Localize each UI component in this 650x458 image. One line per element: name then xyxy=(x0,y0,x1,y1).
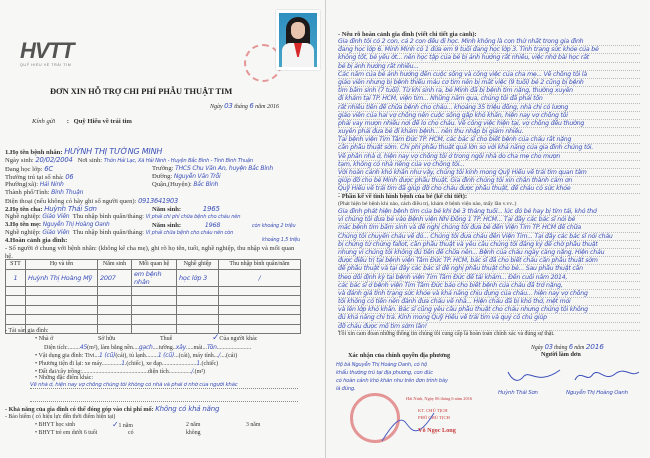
patient-school-row: Trường: THCS Chu Văn An, huyện Bắc Bình xyxy=(152,165,273,172)
checkmark-icon: ✓ xyxy=(112,420,119,429)
form-page-back xyxy=(326,0,650,458)
patient-street-value: Nguyễn Văn Trỗi xyxy=(173,173,221,180)
father-yob-value: 1965 xyxy=(202,205,220,213)
commitment-statement: Tôi xin cam đoan những thông tin chúng tôi cung cấp là hoàn toàn chính xác và đúng sự thật. xyxy=(338,331,555,337)
floor-value: gạch xyxy=(138,344,153,351)
checkmark-icon: ✓ xyxy=(212,333,220,343)
patient-address-row: Thường trú tại số nhà: 06 xyxy=(5,173,74,181)
house-rent-option: Thuê xyxy=(160,336,173,342)
assets-heading: - Tài sản gia đình: xyxy=(5,328,49,334)
father-income-value: Vì phải chi phí chữa bệnh cho cháu nên xyxy=(145,214,241,220)
father-income-extra: còn khoảng 2 triệu xyxy=(251,223,296,229)
col-job: Nghề ghiệp xyxy=(177,260,219,270)
logo-mark: HVTT xyxy=(20,38,74,63)
house-row: • Nhà ở xyxy=(35,336,54,342)
stamp-role-1: KT. CHỦ TỊCH xyxy=(418,408,448,413)
patient-street-row: Đường: Nguyễn Văn Trỗi xyxy=(152,173,221,180)
illness-text-block: Gia đình phát hiện bệnh tim của bé khi bé 3 tháng tuổi... lúc đó bé hay bị tím tái, khó thở vì chúng tôi đưa bé vào Bệnh viện Nhi Đồng 1 TP. HCM... Tại đây các bác sĩ nói bé mắc bệnh tim bẩm sinh và đề nghị chúng tôi đưa bé đến Viện Tim TP. HCM để chữa Chúng tôi chuyển cháu về đó... Chúng tôi đưa cháu đến Viện Tim... Tại đây các bác sĩ nói cháu bị chứng tứ chứng fallot, cần phẫu thuật và yêu cầu chúng tôi đăng ký để chờ phẫu thuật nhưng vì chúng tôi không đủ tiền để chữa nên... Bệnh của cháu ngày càng nặng. Hiện cháu được điều trị tại bệnh viện Tâm Đức TP. HCM, bác sĩ đã cho biết cháu cần phẫu thuật sớm để phẫu thuật và tại đây các bác sĩ đề nghị phẫu thuật cho bé... Sau phẫu thuật cần theo dõi định kỳ tại bệnh viện Tim Tâm Đức để tái khám... Đến cuối năm 2014, các bác sĩ ở bệnh viện Tim Tâm Đức báo cho biết bệnh của cháu đã trở nặng, và đánh giá tình trạng sức khỏe và khả năng chịu đựng của cháu... hiện nay vợ chồng tôi không có tiền nên đành đưa cháu về nhà... Hiện cháu đã bị khó thở, mệt mỏi và lên lớp khó khăn. Bác sĩ cũng yêu cầu phẫu thuật cho cháu nhưng chúng tôi không đủ khả năng chi trả. Kính mong Quỹ Hiểu về trái tim và quý cô chú giúp đỡ cháu được mổ tim sớm lần! xyxy=(338,208,640,331)
table-row xyxy=(6,315,301,325)
official-name: Võ Ngọc Long xyxy=(418,427,456,434)
land-area-value: / xyxy=(191,368,194,375)
mother-job-row: Nghề nghiệp: Giáo Viên Thu nhập bình quân/tháng: Vì phải chữa bệnh cho cháu nên còn xyxy=(5,229,234,236)
insurance-3-year-option: 3 năm xyxy=(246,422,261,428)
patient-dob-value: 20/02/2004 xyxy=(35,156,73,164)
insurance-student-row: • BHYT học sinh xyxy=(35,422,76,428)
illness-heading: - Phần kể về tình hình bệnh của bé (kể chi tiết): xyxy=(338,193,468,200)
contribution-row: - Khả năng của gia đình có thể đóng góp vào chi phí mổ: Không có khả năng xyxy=(5,405,220,413)
mother-yob-row: Năm sinh: 1968 còn khoảng 2 triệu xyxy=(152,221,296,229)
patient-district-value: Bắc Bình xyxy=(193,181,219,188)
mother-job-value: Giáo Viên xyxy=(42,229,70,236)
col-income: Thu nhập bình quân/năm xyxy=(219,260,301,270)
patient-dob-row: Ngày sinh: 20/02/2004 Nơi sinh: Thôn Hải Lạc, Xã Hải Ninh - Huyện Bắc Bình - Tỉnh Bình Thuận xyxy=(5,156,253,164)
table-row: 1 Huỳnh Thị Hoàng Mỹ 2007 em bệnh nhân học lớp 3 / xyxy=(6,269,301,286)
recipient-line: Kính gửi : Quỹ Hiểu về trái tim xyxy=(32,118,132,125)
official-signature-icon xyxy=(378,405,438,445)
household-members-table xyxy=(5,259,301,334)
appliances-row: • Vật dụng gia đình: Tivi...1 (cũ)(cái), tủ lạnh........1 (cũ)...(cái), máy tính.../....(cái) xyxy=(35,352,238,359)
father-job-row: Nghề nghiệp: Giáo Viên Thu nhập bình quân/tháng: Vì phải chi phí chữa bệnh cho cháu nên xyxy=(5,213,241,220)
col-relation: Mối quan hệ xyxy=(132,260,177,270)
signer-mother-name: Nguyễn Thị Hoàng Oanh xyxy=(566,390,628,396)
insurance-2-year-option: 2 năm xyxy=(186,422,201,428)
sign-date-year: 2016 xyxy=(585,342,604,351)
form-date-day: 03 xyxy=(224,102,233,110)
tv-value: 1 (cũ) xyxy=(99,352,116,359)
father-name-row: 2.Họ tên cha: Huỳnh Thái Sơn xyxy=(5,205,97,213)
father-name-value: Huỳnh Thái Sơn xyxy=(44,205,97,213)
patient-name-row: 1.Họ tên bệnh nhân: HUỲNH THỊ TƯỜNG MINH xyxy=(5,147,163,156)
local-confirm-text: Hộ bà Nguyễn Thị Hoàng Oanh, có hộ khẩu thường trú tại địa phương, con đúc có hoàn cảnh khó khăn như trên đơn trình bày là đúng. xyxy=(336,362,448,392)
mother-signature-icon xyxy=(571,366,641,388)
hvtt-logo xyxy=(20,38,80,70)
land-row: • Đất đai/cây trồng:............................................diện tích.............../.(m²) xyxy=(35,368,206,375)
insurance-child-yes: có xyxy=(128,430,134,436)
form-date: Ngày 03 tháng 6 năm 2016 xyxy=(210,102,279,110)
father-signature-icon xyxy=(504,366,564,388)
col-stt: STT xyxy=(6,260,26,270)
signer-father-name: Huỳnh Thái Sơn xyxy=(498,390,538,396)
insurance-child-row: • BHYT trẻ em dưới 6 tuổi xyxy=(35,430,98,436)
patient-name-value: HUỲNH THỊ TƯỜNG MINH xyxy=(64,147,163,156)
family-heading: 4.Hoàn cảnh gia đình: xyxy=(5,237,68,244)
patient-photo xyxy=(276,10,320,70)
bicycle-value: 1 xyxy=(196,360,201,367)
stamp-role-2: PHÓ CHỦ TỊCH xyxy=(418,415,450,420)
motorbike-value: 1 xyxy=(121,360,125,367)
form-date-month: 6 xyxy=(249,102,254,110)
family-note: - Số người ở chung với bệnh nhân: (không kể cha mẹ), ghi rõ họ tên, tuổi, nghề nghiệp, thu nhập và mối quan hệ. xyxy=(5,245,295,260)
table-header-row xyxy=(6,260,301,270)
fridge-value: 1 (cũ) xyxy=(157,352,175,359)
house-area-row: Diện tích:........45(m²), làm bằng nền....gạch....tường..xây.....mái...Tôn....................... xyxy=(44,344,252,351)
col-yob: Năm sinh xyxy=(98,260,132,270)
table-row xyxy=(6,296,301,306)
roof-value: Tôn xyxy=(206,344,217,351)
father-yob-row: Năm sinh: 1965 xyxy=(152,205,220,213)
mother-income-extra: khoảng 1,5 triệu xyxy=(262,237,301,243)
situation-heading: - Nêu rõ hoàn cảnh gia đình (viết chi tiết gia cảnh): xyxy=(338,31,477,38)
patient-ward-row: Phường(xã): Hải Ninh xyxy=(5,181,64,188)
insurance-1-year-option: ✓1 năm xyxy=(112,420,133,429)
table-row xyxy=(6,286,301,296)
recipient-value: Quỹ Hiểu về trái tim xyxy=(73,118,132,125)
patient-city-row: Thành phố/Tỉnh: Bình Thuận xyxy=(5,189,84,196)
situation-text-block: Gia đình tôi có 2 con, cả 2 con đều đi học. Minh không là con thứ nhất trong gia đình đang học lớp 6. Minh Minh có 1 đứa em 9 tuổi đang học lớp 3. Tình trạng sức khỏe của bé không tốt, bé yếu ớt... nên học tập của bé bị ảnh hưởng rất nhiều, việc nhớ bài học rất bé bị ảnh hưởng rất nhiều... Các năm của bé ảnh hưởng đến cuộc sống và công việc của cha mẹ... Về chồng tôi là giáo viên nhưng bị bệnh thiểu máu cơ tim nên bị mất việc (9 tuổi) bé 2 cũng bị bệnh tim bẩm sinh (7 tuổi). Từ khi sinh ra, bé Minh đã bị bệnh tim nặng, thường xuyên đi khám tại TP. HCM, viện tim... Những năm qua, chúng tôi đã phải tốn rất nhiều tiền để chữa bệnh cho cháu... khoảng 35 triệu đồng, nhà chỉ có lương giáo viên của hai vợ chồng nên cuộc sống gặp khó khăn, hiện nay vợ chồng tôi phải vay mượn nhiều nơi để lo cho cháu. Về công việc hiện tại, vợ chồng đều thường xuyên phải đưa bé đi khám bệnh... nên thu nhập bị giảm nhiều. Tại bệnh viện Tim Tâm Đức TP. HCM, các bác sĩ cho biết bệnh của cháu rất nặng cần phẫu thuật sớm. Chi phí phẫu thuật quá lớn so với khả năng của gia đình chúng tôi. Về phần nhà ở, hiện nay vợ chồng tôi ở trong ngôi nhà do cha mẹ cho mượn tạm, không có nhà riêng của vợ chồng tôi... Với hoàn cảnh khó khăn như vậy, chúng tôi kính mong Quỹ Hiểu về trái tim quan tâm giúp đỡ cho bé Minh được phẫu thuật. Gia đình chúng tôi xin chân thành cảm ơn Quỹ Hiểu về trái tim đã giúp đỡ cho cháu được phẫu thuật, để cháu có sức khỏe xyxy=(338,38,640,194)
contribution-value: Không có khả năng xyxy=(155,405,220,413)
patient-city-value: Bình Thuận xyxy=(51,189,84,196)
father-job-value: Giáo Viên xyxy=(42,213,70,220)
computer-value: / xyxy=(218,352,221,359)
patient-school-value: THCS Chu Văn An, huyện Bắc Bình xyxy=(175,165,273,172)
special-features-blank-line xyxy=(30,398,298,402)
vehicles-row: • Phương tiện đi lại: xe máy.............1.(chiếc), xe đạp.......................1.(chiếc) xyxy=(35,360,219,367)
patient-phone-row: Điện thoại (nếu không có hãy ghi số người quen): 0913641903 xyxy=(5,197,179,205)
local-confirm-title: Xác nhận của chính quyền địa phương xyxy=(348,352,451,359)
sign-date: Ngày 03 tháng 6 năm 2016 xyxy=(531,342,604,351)
form-title: ĐƠN XIN HỖ TRỢ CHI PHÍ PHẪU THUẬT TIM xyxy=(50,87,233,96)
house-other-option: ✓Của người khác xyxy=(212,333,258,343)
table-row xyxy=(6,305,301,315)
patient-birthplace-value: Thôn Hải Lạc, Xã Hải Ninh - Huyện Bắc Bình - Tỉnh Bình Thuận xyxy=(103,158,253,164)
patient-district-row: Quận,(Huyện): Bắc Bình xyxy=(152,181,219,188)
mother-name-row: 3.Họ tên mẹ: Nguyễn Thị Hoàng Oanh xyxy=(5,221,110,228)
patient-phone-value: 0913641903 xyxy=(138,197,179,205)
patient-grade-row: Đang học lớp: 6C xyxy=(5,165,53,173)
mother-yob-value: 1968 xyxy=(204,221,221,229)
applicant-title: Người làm đơn xyxy=(541,351,581,358)
patient-grade-value: 6C xyxy=(44,165,53,173)
insurance-child-no: không xyxy=(186,430,201,436)
sign-date-day: 03 xyxy=(544,343,553,351)
sign-date-month: 6 xyxy=(568,343,573,351)
mother-name-value: Nguyễn Thị Hoàng Oanh xyxy=(42,222,110,228)
patient-ward-value: Hải Ninh xyxy=(39,181,64,188)
house-own-option: Sở hữu xyxy=(98,336,116,342)
logo-tagline: QUỸ HIỂU VỀ TRÁI TIM xyxy=(20,63,72,67)
insurance-heading: - Bảo hiểm ( có hiệu lực đến thời điểm hiện tại) xyxy=(5,414,116,420)
special-features-row: • Những đặc điểm khác: xyxy=(35,375,94,381)
patient-address-value: 06 xyxy=(65,173,74,181)
special-features-value: Về nhà ở, hiện nay vợ chồng chúng tôi không có nhà và phải ở nhờ của người khác xyxy=(30,382,298,389)
mother-income-value: Vì phải chữa bệnh cho cháu nên còn xyxy=(145,230,234,236)
illness-subheading: (Phát hiện bé bệnh khi nào, cách điều trị, khám ở bệnh viện nào, mấy lần v.vv..) xyxy=(338,201,517,207)
col-name: Họ và tên xyxy=(26,260,98,270)
wall-value: xây xyxy=(175,344,186,351)
house-area-value: 45 xyxy=(79,344,88,351)
stamp-date-line: Hải Ninh, Ngày 06 tháng 6 năm 2016 xyxy=(406,396,473,401)
